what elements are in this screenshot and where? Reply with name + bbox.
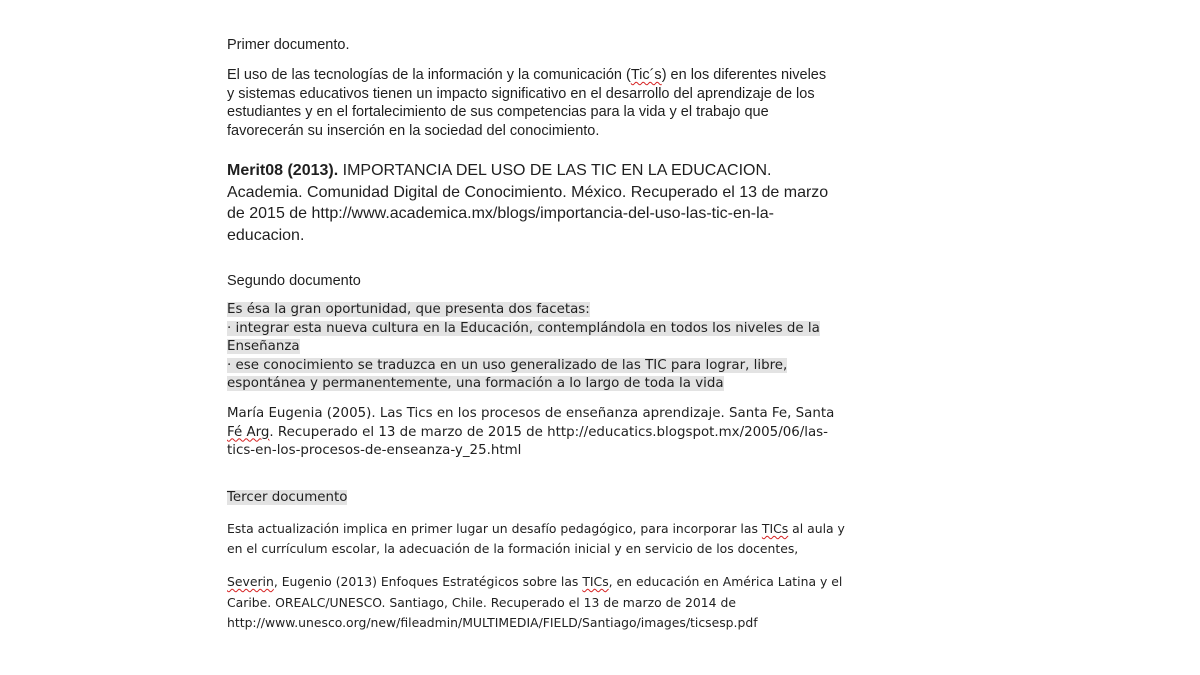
doc1-citation-text: IMPORTANCIA DEL USO DE LAS TIC EN LA EDUCACION. Academia. Comunidad Digital de Conocimiento. México. Recuperado el 13 de marzo de 2015 de http://www.academica.mx/blogs/importancia-del-uso-las-tic-en-la-educacion. [227,162,829,244]
doc3-paragraph-start: Esta actualización implica en primer lugar un desafío pedagógico, para incorporar las [227,521,762,536]
doc1-paragraph [227,66,837,141]
doc1-spellcheck-word: Tic´s [630,67,662,83]
doc3-spellcheck-word: TICs [582,574,609,589]
doc1-paragraph-start: El uso de las tecnologías de la información y la comunicación ( [227,67,631,83]
doc2-quote-line: Es ésa la gran oportunidad, que presenta dos facetas: [227,302,590,317]
doc3-citation-author: Severin [227,574,274,589]
doc3-paragraph [227,519,845,559]
doc2-citation-start: María Eugenia (2005). Las Tics en los procesos de enseñanza aprendizaje. Santa Fe, Santa [227,406,835,421]
doc1-paragraph-end: ) en los diferentes niveles y sistemas educativos tienen un impacto significativo en el desarrollo del aprendizaje de los estudiantes y en el fortalecimiento de sus competencias para la vida y el trabajo que favorecerán su inserción en la sociedad del conocimiento. [227,67,827,140]
doc1-title: Primer documento. [227,37,350,53]
doc2-spellcheck-word: Fé Arg [227,424,270,440]
doc3-title-text: Tercer documento [227,490,348,505]
doc3-spellcheck-word: TICs [761,521,789,536]
doc2-title: Segundo documento [227,273,361,289]
doc3-citation-mid: , Eugenio (2013) Enfoques Estratégicos sobre las [273,574,583,589]
doc2-citation-end: . Recuperado el 13 de marzo de 2015 de http://educatics.blogspot.mx/2005/06/las-tics-en-los-procesos-de-enseanza-y_25.html [227,424,828,458]
doc2-quote [227,301,837,394]
doc2-quote-line: · integrar esta nueva cultura en la Educación, contemplándola en todos los niveles de la Enseñanza [227,320,820,354]
doc3-citation-line2: Caribe. OREALC/UNESCO. Santiago, Chile. Recuperado el 13 de marzo de 2014 de [227,594,736,610]
doc2-citation [227,405,837,461]
doc2-quote-line: · ese conocimiento se traduzca en un uso generalizado de las TIC para lograr, libre, espontánea y permanentemente, una formación a lo largo de toda la vida [227,357,788,391]
doc3-citation [227,572,843,634]
doc1-citation-author: Merit08 (2013). [227,162,339,179]
doc1-citation [227,160,837,246]
doc3-paragraph-line2: en el currículum escolar, la adecuación de la formación inicial y en servicio de los docentes, [227,541,799,556]
doc3-citation-line1-end: , en educación en América Latina y el [608,574,843,589]
document-page [227,0,845,675]
doc3-citation-url: http://www.unesco.org/new/fileadmin/MULTIMEDIA/FIELD/Santiago/images/ticsesp.pdf [227,615,758,630]
doc3-title [227,489,347,508]
doc3-paragraph-line1-end: al aula y [788,521,845,536]
